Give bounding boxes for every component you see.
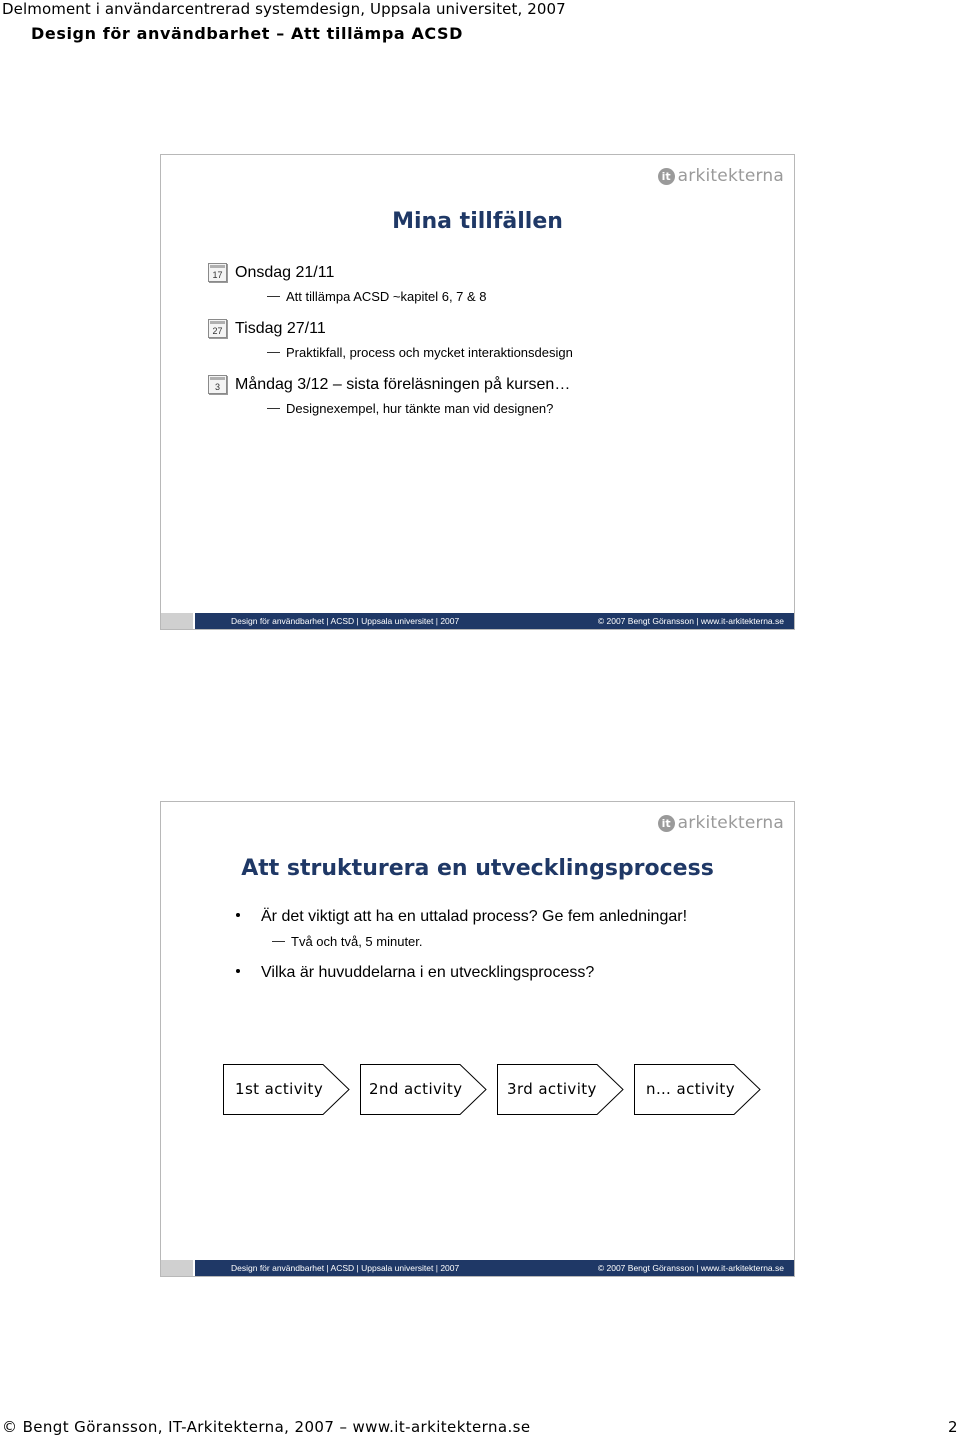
bullet-item xyxy=(236,964,594,982)
logo-text: arkitekterna xyxy=(677,166,784,186)
session-date: Onsdag 21/11 xyxy=(235,263,335,281)
activity-chevron xyxy=(360,1064,486,1114)
session-detail-text: Praktikfall, process och mycket interaktionsdesign xyxy=(286,345,573,360)
bullet-item xyxy=(236,908,687,926)
dash-bullet xyxy=(267,296,280,297)
activity-label: 2nd activity xyxy=(369,1080,463,1098)
slide-title: Mina tillfällen xyxy=(392,209,563,234)
slide-title: Att strukturera en utvecklingsprocess xyxy=(241,856,714,881)
sub-bullet-text: Två och två, 5 minuter. xyxy=(291,934,423,949)
sub-bullet xyxy=(272,934,423,949)
header-course: Delmoment i användarcentrerad systemdesign, Uppsala universitet, 2007 xyxy=(2,0,566,18)
dash-bullet xyxy=(272,941,285,942)
footer-block xyxy=(161,1260,193,1276)
activity-chevron xyxy=(223,1064,349,1114)
footer-block xyxy=(193,1260,221,1276)
activity-label: n… activity xyxy=(646,1080,735,1098)
copyright-text: © Bengt Göransson, IT-Arkitekterna, 2007 – www.it-arkitekterna.se xyxy=(2,1418,531,1436)
footer-bar xyxy=(221,613,794,629)
logo-mark: it xyxy=(658,815,675,832)
session-date: Måndag 3/12 – sista föreläsningen på kursen… xyxy=(235,375,571,393)
calendar-icon: 27 xyxy=(208,319,227,338)
session-date: Tisdag 27/11 xyxy=(235,319,326,337)
footer-left-text: Design för användbarhet | ACSD | Uppsala universitet | 2007 xyxy=(231,1263,460,1273)
footer-right-text: © 2007 Bengt Göransson | www.it-arkitekterna.se xyxy=(597,1263,784,1273)
calendar-icon: 3 xyxy=(208,375,227,394)
footer-right-text: © 2007 Bengt Göransson | www.it-arkitekterna.se xyxy=(597,616,784,626)
header-title: Design för användbarhet – Att tillämpa ACSD xyxy=(31,24,464,43)
it-arkitekterna-logo xyxy=(658,813,784,833)
session-detail-text: Att tillämpa ACSD ~kapitel 6, 7 & 8 xyxy=(286,289,487,304)
session-detail xyxy=(267,401,553,416)
bullet-text: Är det viktigt att ha en uttalad process? Ge fem anledningar! xyxy=(261,908,688,925)
session-item xyxy=(208,375,570,394)
page-number: 2 xyxy=(948,1418,958,1436)
page-footer xyxy=(2,1418,958,1436)
slide-footer xyxy=(161,1260,794,1276)
logo-text: arkitekterna xyxy=(677,813,784,833)
footer-block xyxy=(161,613,193,629)
activity-label: 1st activity xyxy=(235,1080,324,1098)
dash-bullet xyxy=(267,408,280,409)
session-detail xyxy=(267,345,573,360)
dash-bullet xyxy=(267,352,280,353)
activity-chevron xyxy=(497,1064,623,1114)
session-detail xyxy=(267,289,487,304)
footer-block xyxy=(193,613,221,629)
calendar-icon: 17 xyxy=(208,263,227,282)
session-item xyxy=(208,263,334,282)
activity-label: 3rd activity xyxy=(507,1080,597,1098)
slide-utvecklingsprocess xyxy=(160,801,795,1277)
page-header xyxy=(2,0,566,44)
session-item xyxy=(208,319,326,338)
bullet-text: Vilka är huvuddelarna i en utvecklingsprocess? xyxy=(261,964,595,981)
it-arkitekterna-logo xyxy=(658,166,784,186)
logo-mark: it xyxy=(658,168,675,185)
bullet-dot-icon xyxy=(236,913,240,917)
activity-chevron xyxy=(634,1064,760,1114)
bullet-dot-icon xyxy=(236,969,240,973)
slide-footer xyxy=(161,613,794,629)
slide-mina-tillfallen xyxy=(160,154,795,630)
session-detail-text: Designexempel, hur tänkte man vid designen? xyxy=(286,401,554,416)
activity-chevrons xyxy=(223,1064,771,1114)
footer-bar xyxy=(221,1260,794,1276)
footer-left-text: Design för användbarhet | ACSD | Uppsala universitet | 2007 xyxy=(231,616,460,626)
